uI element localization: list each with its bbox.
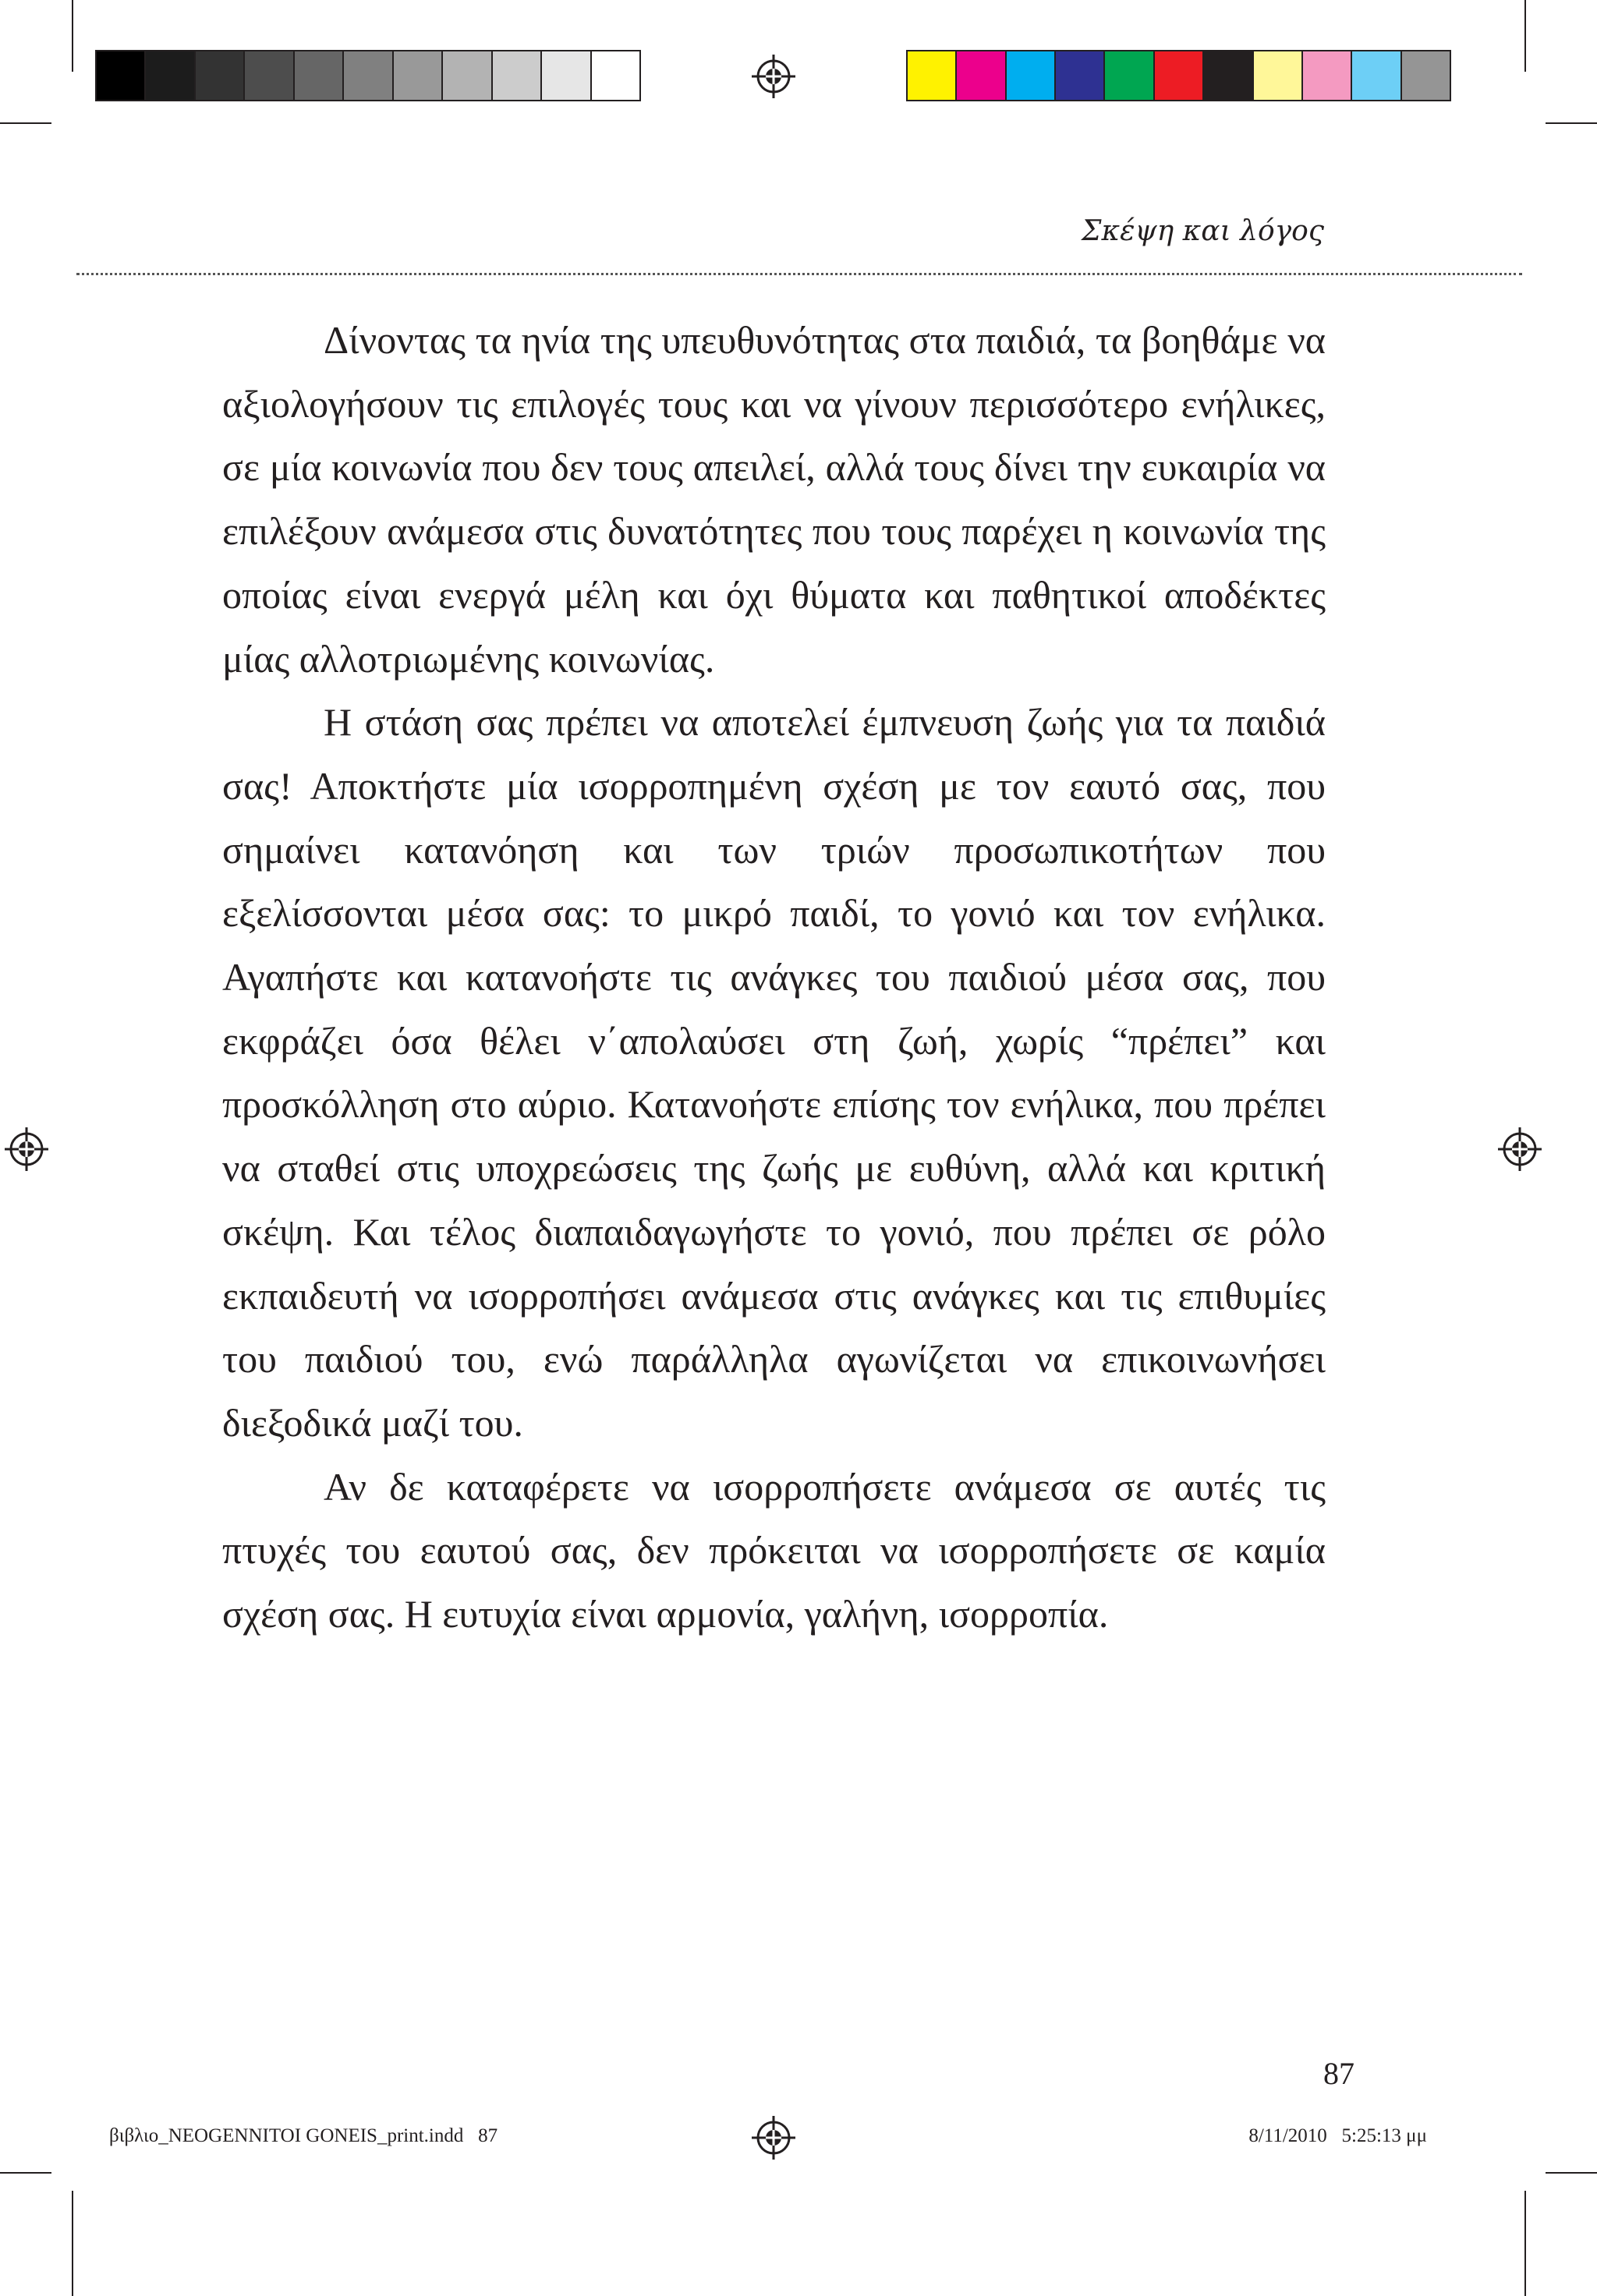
color-swatch: [1254, 51, 1303, 100]
crop-mark: [1546, 2172, 1597, 2174]
color-swatch: [146, 51, 195, 100]
header-divider: [76, 273, 1522, 275]
registration-mark-icon: [1498, 1127, 1542, 1171]
color-swatch: [908, 51, 957, 100]
color-swatch: [1303, 51, 1352, 100]
color-swatch: [344, 51, 393, 100]
crop-mark: [0, 2172, 51, 2174]
color-swatch: [1105, 51, 1154, 100]
page-number: 87: [1323, 2056, 1354, 2091]
paragraph: Δίνοντας τα ηνία της υπευθυνότητας στα παιδιά, τα βοηθάμε να αξιολογήσουν τις επιλογές τους και να γίνουν περισσότερο ενήλικες, σε μία κοινωνία που δεν τους απειλεί, αλλά τους δίνει την ευκαιρία να επιλέξουν ανάμεσα στις δυνατότητες που τους παρέχει η κοινωνία της οποίας είναι ενεργά μέλη και όχι θύματα και παθητικοί αποδέκτες μίας αλλοτριωμένης κοινωνίας.: [222, 318, 1326, 681]
crop-mark: [1546, 122, 1597, 124]
process-color-bar: [906, 50, 1451, 101]
color-swatch: [1007, 51, 1056, 100]
color-swatch: [245, 51, 294, 100]
crop-mark: [72, 2191, 73, 2296]
registration-mark-icon: [5, 1127, 48, 1171]
crop-mark: [1524, 0, 1526, 72]
body-text: [222, 309, 1326, 1647]
grayscale-color-bar: [95, 50, 641, 101]
color-swatch: [394, 51, 443, 100]
color-swatch: [1155, 51, 1204, 100]
color-swatch: [592, 51, 639, 100]
crop-mark: [72, 0, 73, 72]
registration-mark-icon: [752, 55, 795, 98]
color-swatch: [97, 51, 146, 100]
crop-mark: [0, 122, 51, 124]
color-swatch: [196, 51, 245, 100]
running-header-title: Σκέψη και λόγος: [1082, 215, 1324, 247]
color-swatch: [443, 51, 492, 100]
color-swatch: [542, 51, 591, 100]
color-swatch: [1056, 51, 1105, 100]
color-swatch: [493, 51, 542, 100]
color-swatch: [957, 51, 1006, 100]
color-swatch: [1402, 51, 1450, 100]
paragraph: Η στάση σας πρέπει να αποτελεί έμπνευση ζωής για τα παιδιά σας! Αποκτήστε μία ισορροπημένη σχέση με τον εαυτό σας, που σημαίνει κατανόηση και των τριών προσωπικοτήτων που εξελίσσονται μέσα σας: το μικρό παιδί, το γονιό και τον ενήλικα. Αγαπήστε και κατανοήστε τις ανάγκες του παιδιού μέσα σας, που εκφράζει όσα θέλει ν΄απολαύσει στη ζωή, χωρίς “πρέπει” και προσκόλληση στο αύριο. Κατανοήστε επίσης τον ενήλικα, που πρέπει να σταθεί στις υποχρεώσεις της ζωής με ευθύνη, αλλά και κριτική σκέψη. Και τέλος διαπαιδαγωγήστε το γονιό, που πρέπει σε ρόλο εκπαιδευτή να ισορροπήσει ανάμεσα στις ανάγκες και τις επιθυμίες του παιδιού του, ενώ παράλληλα αγωνίζεται να επικοινωνήσει διεξοδικά μαζί του.: [222, 700, 1326, 1445]
slug-file-name: βιβλιο_NEOGENNITOI GONEIS_print.indd 87: [109, 2125, 498, 2146]
color-swatch: [1204, 51, 1253, 100]
slug-timestamp: 8/11/2010 5:25:13 μμ: [1248, 2125, 1427, 2146]
color-swatch: [295, 51, 344, 100]
paragraph: Αν δε καταφέρετε να ισορροπήσετε ανάμεσα σε αυτές τις πτυχές του εαυτού σας, δεν πρόκειται να ισορροπήσετε σε καμία σχέση σας. Η ευτυχία είναι αρμονία, γαλήνη, ισορροπία.: [222, 1464, 1326, 1636]
color-swatch: [1352, 51, 1401, 100]
registration-mark-icon: [752, 2116, 795, 2160]
crop-mark: [1524, 2191, 1526, 2296]
